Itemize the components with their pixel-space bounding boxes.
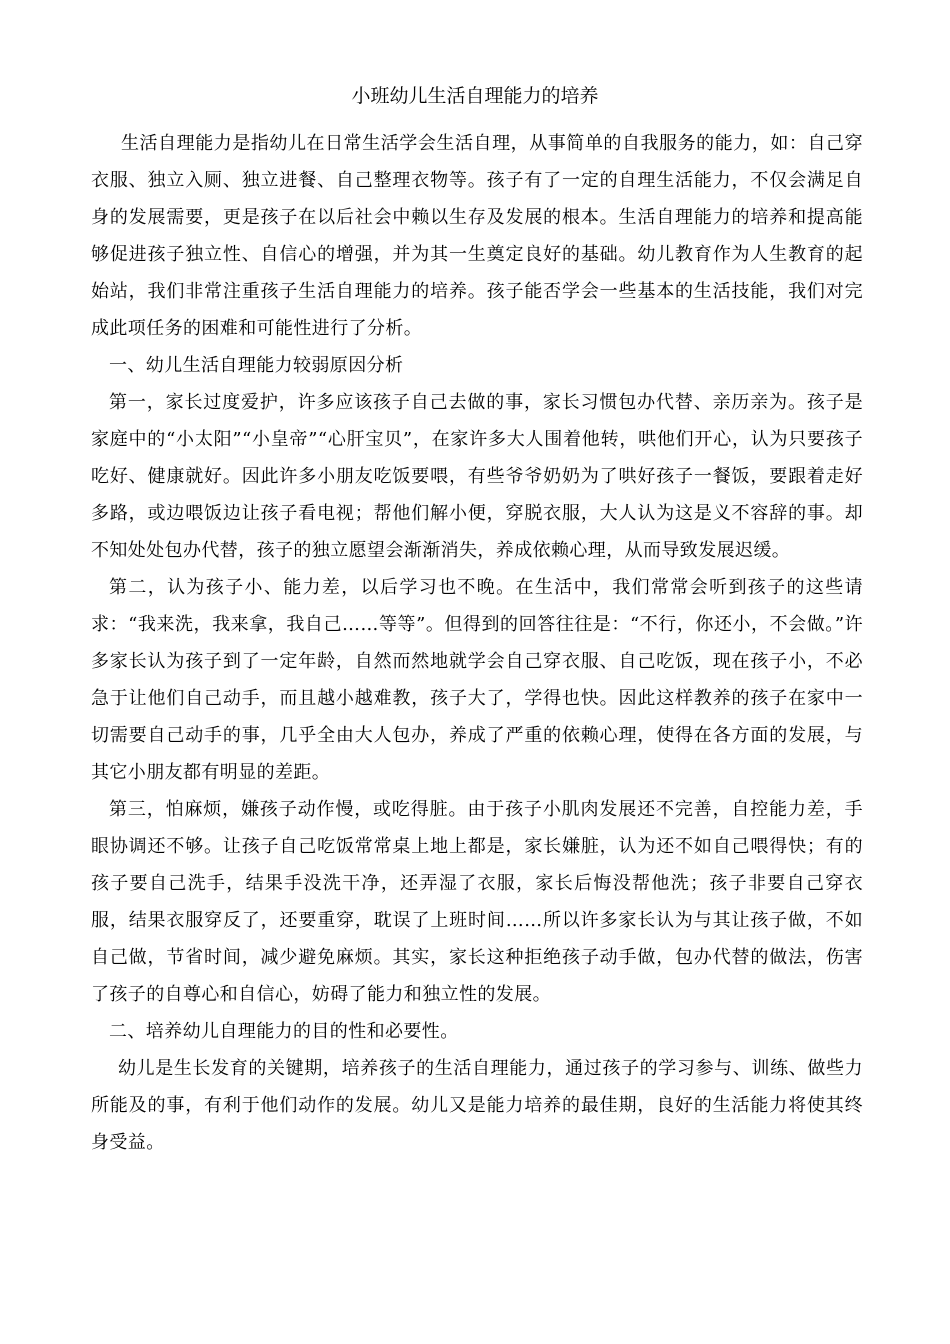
reason-paragraph-2: 第二，认为孩子小、能力差，以后学习也不晚。在生活中，我们常常会听到孩子的这些请求：“我来洗，我来拿，我自己……等等”。但得到的回答往往是：“不行，你还小，不会做。”许多家长认为孩子到了一定年龄，自然而然地就学会自己穿衣服、自己吃饭，现在孩子小，不必急于让他们自己动手，而且越小越难教，孩子大了，学得也快。因此这样教养的孩子在家中一切需要自己动手的事，几乎全由大人包办，养成了严重的依赖心理，使得在各方面的发展，与其它小朋友都有明显的差距。	[91, 577, 863, 783]
reason-paragraph-1: 第一，家长过度爱护，许多应该孩子自己去做的事，家长习惯包办代替、亲历亲为。孩子是家庭中的“小太阳”“小皇帝”“心肝宝贝”，在家许多大人围着他转，哄他们开心，认为只要孩子吃好、健康就好。因此许多小朋友吃饭要喂，有些爷爷奶奶为了哄好孩子一餐饭，要跟着走好多路，或边喂饭边让孩子看电视；帮他们解小便，穿脱衣服，大人认为这是义不容辞的事。却不知处处包办代替，孩子的独立愿望会渐渐消失，养成依赖心理，从而导致发展迟缓。	[91, 392, 863, 561]
intro-paragraph: 生活自理能力是指幼儿在日常生活学会生活自理，从事简单的自我服务的能力，如：自己穿衣服、独立入厕、独立进餐、自己整理衣物等。孩子有了一定的自理生活能力，不仅会满足自身的发展需要，更是孩子在以后社会中赖以生存及发展的根本。生活自理能力的培养和提高能够促进孩子独立性、自信心的增强，并为其一生奠定良好的基础。幼儿教育作为人生教育的起始站，我们非常注重孩子生活自理能力的培养。孩子能否学会一些基本的生活技能，我们对完成此项任务的困难和可能性进行了分析。	[91, 133, 863, 339]
document-body	[91, 125, 863, 1161]
purpose-paragraph: 幼儿是生长发育的关键期，培养孩子的生活自理能力，通过孩子的学习参与、训练、做些力所能及的事，有利于他们动作的发展。幼儿又是能力培养的最佳期，良好的生活能力将使其终身受益。	[91, 1058, 863, 1153]
section-heading-reasons: 一、幼儿生活自理能力较弱原因分析	[109, 355, 404, 376]
section-heading-purpose: 二、培养幼儿自理能力的目的性和必要性。	[109, 1021, 459, 1042]
reason-paragraph-3: 第三，怕麻烦，嫌孩子动作慢，或吃得脏。由于孩子小肌肉发展还不完善，自控能力差，手眼协调还不够。让孩子自己吃饭常常桌上地上都是，家长嫌脏，认为还不如自己喂得快；有的孩子要自己洗手，结果手没洗干净，还弄湿了衣服，家长后悔没帮他洗；孩子非要自己穿衣服，结果衣服穿反了，还要重穿，耽误了上班时间……所以许多家长认为与其让孩子做，不如自己做，节省时间，减少避免麻烦。其实，家长这种拒绝孩子动手做，包办代替的做法，伤害了孩子的自尊心和自信心，妨碍了能力和独立性的发展。	[91, 799, 863, 1005]
document-title: 小班幼儿生活自理能力的培养	[351, 85, 599, 107]
